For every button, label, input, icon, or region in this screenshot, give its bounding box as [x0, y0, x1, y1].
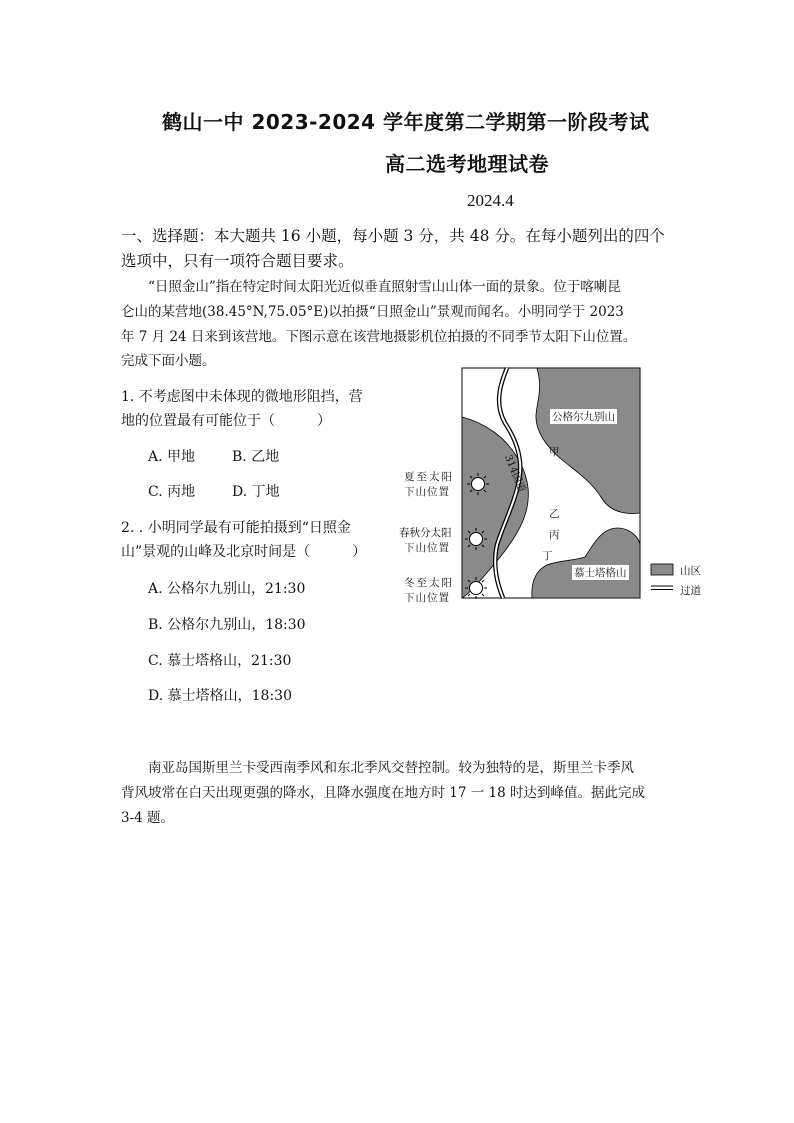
q1-option-b[interactable]: B. 乙地: [232, 449, 280, 465]
q1-option-a[interactable]: A. 甲地: [148, 449, 196, 465]
label-location-ding: 丁: [542, 550, 553, 562]
exam-subtitle: 高二选考地理试卷: [385, 152, 549, 176]
label-road-314: 314国道: [502, 453, 527, 494]
q2-stem-line2: 山”景观的山峰及北京时间是（ ）: [121, 544, 367, 560]
label-summer-sun-line1: 夏至太阳: [404, 471, 454, 483]
label-equinox-sun-line2: 下山位置: [404, 542, 450, 554]
label-gongge-mountain: 公格尔九别山: [552, 411, 615, 423]
q1-stem-line1: 1. 不考虑图中未体现的微地形阻挡，营: [121, 389, 363, 405]
label-equinox-sun-line1: 春秋分太阳: [399, 527, 452, 539]
legend-mountain-swatch: [651, 564, 673, 575]
legend-mountain-label: 山区: [680, 565, 701, 577]
label-winter-sun-line1: 冬至太阳: [404, 577, 454, 589]
exam-title: 鹤山一中 2023-2024 学年度第二学期第一阶段考试: [162, 110, 650, 134]
q2-option-d[interactable]: D. 慕士塔格山，18:30: [148, 688, 292, 704]
q2-option-c[interactable]: C. 慕士塔格山，21:30: [148, 653, 292, 669]
label-winter-sun-line2: 下山位置: [404, 592, 450, 604]
q2-option-a[interactable]: A. 公格尔九别山，21:30: [148, 581, 306, 597]
label-summer-sun-line2: 下山位置: [404, 486, 450, 498]
label-location-jia: 甲: [549, 446, 560, 458]
passage1-line1: “日照金山”指在特定时间太阳光近似垂直照射雪山山体一面的景象。位于喀喇昆: [148, 279, 621, 295]
passage2-line2: 背风坡常在白天出现更强的降水，且降水强度在地方时 17 一 18 时达到峰值。据此完成: [121, 785, 646, 801]
section-heading-line2: 选项中，只有一项符合题目要求。: [121, 252, 354, 270]
passage1-line3: 年 7 月 24 日来到该营地。下图示意在该营地摄影机位拍摄的不同季节太阳下山位置。: [121, 329, 637, 345]
label-location-yi: 乙: [549, 508, 560, 520]
label-muztagh-mountain: 慕士塔格山: [574, 567, 627, 579]
label-location-bing: 丙: [549, 529, 560, 541]
q1-option-d[interactable]: D. 丁地: [232, 484, 280, 500]
legend-road-label: 过道: [680, 585, 701, 597]
q2-stem-line1: 2. . 小明同学最有可能拍摄到“日照金: [121, 520, 351, 536]
passage2-line1: 南亚岛国斯里兰卡受西南季风和东北季风交替控制。较为独特的是，斯里兰卡季风: [148, 760, 634, 776]
passage1-line2: 仑山的某营地(38.45°N,75.05°E)以拍摄“日照金山”景观而闻名。小明同学于 2023: [121, 304, 624, 320]
passage1-line4: 完成下面小题。: [121, 353, 216, 369]
passage2-line3: 3-4 题。: [121, 810, 175, 826]
q1-option-c[interactable]: C. 丙地: [148, 484, 196, 500]
exam-date: 2024.4: [467, 191, 514, 210]
section-heading-line1: 一、选择题：本大题共 16 小题，每小题 3 分，共 48 分。在每小题列出的四个: [121, 227, 665, 245]
q2-option-b[interactable]: B. 公格尔九别山，18:30: [148, 617, 306, 633]
q1-stem-line2: 地的位置最有可能位于（ ）: [121, 413, 331, 429]
